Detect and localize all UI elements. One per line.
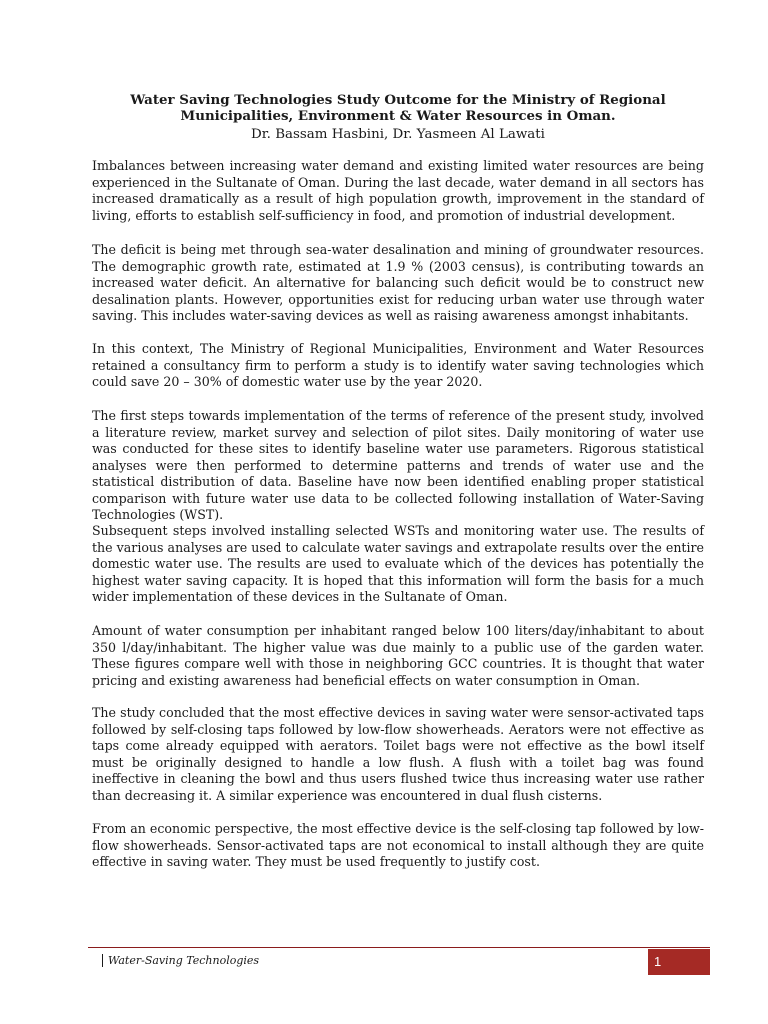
paragraph-8: From an economic perspective, the most effective device is the self-closing tap followed by low-flow showerheads. Sensor-activated taps are not economical to install although they are quite effective in saving water. They must be used frequently to justify cost. (92, 821, 704, 869)
paragraph-1: Imbalances between increasing water demand and existing limited water resources are being experienced in the Sultanate of Oman. During the last decade, water demand in all sectors has increased dramatically as a result of high population growth, improvement in the standard of living, efforts to establish self-sufficiency in food, and promotion of industrial development. (92, 158, 704, 223)
footer-running-title: Water-Saving Technologies (108, 954, 260, 967)
document-title: Water Saving Technologies Study Outcome for the Ministry of Regional Municipalities, Environment & Water Resources in Oman. (130, 92, 666, 124)
paragraph-6: Amount of water consumption per inhabitant ranged below 100 liters/day/inhabitant to about 350 l/day/inhabitant. The higher value was due mainly to a public use of the garden water. These figures compare well with those in neighboring GCC countries. It is thought that water pricing and existing awareness had beneficial effects on water consumption in Oman. (92, 623, 704, 688)
paragraph-2: The deficit is being met through sea-water desalination and mining of groundwater resources. The demographic growth rate, estimated at 1.9 % (2003 census), is contributing towards an increased water deficit. An alternative for balancing such deficit would be to construct new desalination plants. However, opportunities exist for reducing urban water use through water saving. This includes water-saving devices as well as raising awareness amongst inhabitants. (92, 242, 704, 323)
paragraph-5: Subsequent steps involved installing selected WSTs and monitoring water use. The results of the various analyses are used to calculate water savings and extrapolate results over the entire domestic water use. The results are used to evaluate which of the devices has potentially the highest water saving capacity. It is hoped that this information will form the basis for a much wider implementation of these devices in the Sultanate of Oman. (92, 523, 704, 604)
paragraph-4: The first steps towards implementation of the terms of reference of the present study, involved a literature review, market survey and selection of pilot sites. Daily monitoring of water use was conducted for these sites to identify baseline water use parameters. Rigorous statistical analyses were then performed to determine patterns and trends of water use and the statistical distribution of data. Baseline have now been identified enabling proper statistical comparison with future water use data to be collected following installation of Water-Saving Technologies (WST). (92, 408, 704, 522)
paragraph-3: In this context, The Ministry of Regional Municipalities, Environment and Water Resources retained a consultancy firm to perform a study is to identify water saving technologies which could save 20 – 30% of domestic water use by the year 2020. (92, 341, 704, 389)
footer-divider (88, 947, 710, 948)
page-number-badge: 1 (648, 949, 710, 975)
document-authors: Dr. Bassam Hasbini, Dr. Yasmeen Al Lawati (251, 127, 545, 142)
footer-separator (102, 954, 103, 967)
paragraph-7: The study concluded that the most effective devices in saving water were sensor-activated taps followed by self-closing taps followed by low-flow showerheads. Aerators were not effective as taps come already equipped with aerators. Toilet bags were not effective as the bowl itself must be originally designed to handle a low flush. A flush with a toilet bag was found ineffective in cleaning the bowl and thus users flushed twice thus increasing water use rather than decreasing it. A similar experience was encountered in dual flush cisterns. (92, 705, 704, 803)
